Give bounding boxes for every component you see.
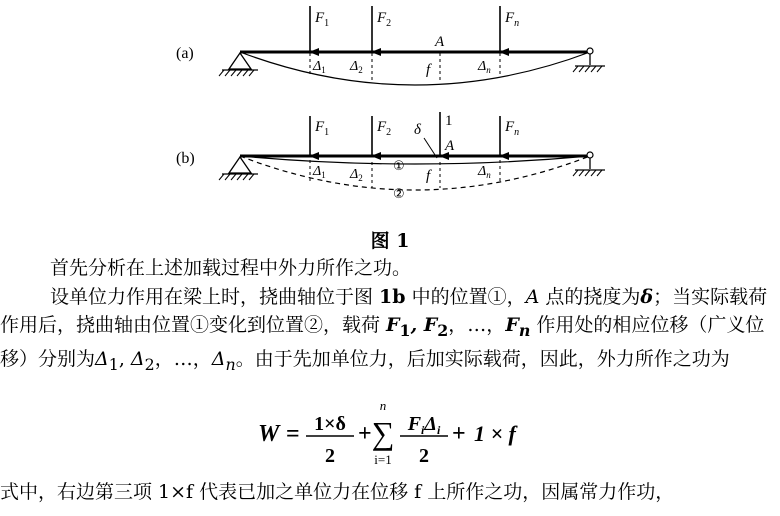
delta-2-a: $\Delta_2$ <box>350 59 363 75</box>
formula-term3: 1 × f <box>474 421 516 446</box>
formula-equals: = <box>286 421 300 447</box>
force-label-n-b: $F_n$ <box>505 119 520 138</box>
deflection-f-b: f <box>426 168 431 184</box>
formula-term1-numerator: 1×δ <box>314 413 346 435</box>
delta-2-b: $\Delta_2$ <box>350 167 363 183</box>
delta-small-label-b: δ <box>414 122 421 138</box>
formula-term2-numerator: $F_i\Delta_i$ <box>407 413 441 437</box>
deflection-curve-a <box>240 52 590 85</box>
point-A-label-b: A <box>445 138 455 154</box>
position-2-mark-b: ② <box>393 187 405 202</box>
force-label-n-a: $F_n$ <box>505 10 520 29</box>
formula-term2-denominator: 2 <box>419 445 429 467</box>
figure-caption: 图 1 <box>370 230 410 252</box>
formula-term1-denominator: 2 <box>325 445 335 467</box>
paragraph-3: 式中，右边第三项 1×f 代表已加之单位力在位移 f 上所作之功，因属常力作功， <box>0 481 675 503</box>
position-1-mark-b: ① <box>393 159 405 174</box>
formula-plus-2: + <box>452 421 466 447</box>
delta-1-b: $\Delta_1$ <box>313 164 326 180</box>
force-label-2-a: $F_2$ <box>377 10 392 29</box>
formula-lhs: W <box>258 421 280 447</box>
delta-n-a: $\Delta_n$ <box>478 59 491 75</box>
point-A-label-a: A <box>435 34 445 50</box>
paragraph-1: 首先分析在上述加载过程中外力所作之功。 <box>50 257 412 279</box>
delta-1-a: $\Delta_1$ <box>313 59 326 75</box>
work-formula <box>0 396 780 476</box>
formula-sum: ∑ <box>371 415 395 451</box>
formula-sum-bottom: i=1 <box>374 452 392 467</box>
force-label-1-b: $F_1$ <box>315 119 330 138</box>
force-label-2-b: $F_2$ <box>377 119 392 138</box>
force-label-1-a: $F_1$ <box>315 10 330 29</box>
curve-position-2-b <box>240 156 590 190</box>
panel-a-label: (a) <box>176 45 194 62</box>
formula-sum-top: n <box>379 398 387 413</box>
beam-deflection-figure <box>0 0 780 226</box>
paragraph-2: 设单位力作用在梁上时，挠曲轴位于图 1b 中的位置①，A 点的挠度为δ；当实际载荷作用后，挠曲轴由位置①变化到位置②，载荷 $F_1$, $F_2$，…，$F_n$ 作用处的相应位移（广义位移）分别为$\Delta_1$, $\Delta_2$，…，$\Delta_n$。由于先加单位力，后加实际载荷，因此，外力所作之功为 <box>0 286 768 374</box>
formula-plus-1: + <box>358 421 372 447</box>
deflection-f-a: f <box>426 62 431 78</box>
unit-force-label-b: 1 <box>445 113 453 129</box>
delta-n-b: $\Delta_n$ <box>478 164 491 180</box>
panel-b-label: (b) <box>176 150 195 167</box>
